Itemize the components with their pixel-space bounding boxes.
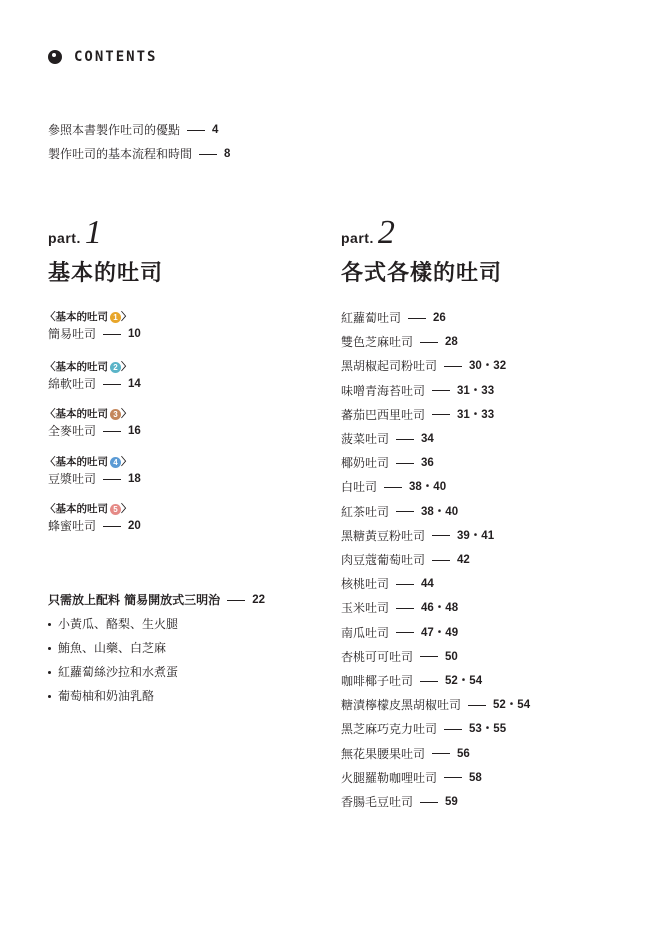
leader-dash <box>432 535 450 536</box>
leader-dash <box>103 384 121 385</box>
recipe-tag <box>45 310 132 324</box>
entry-page: 14 <box>128 378 141 390</box>
part1-title: 基本的吐司 <box>48 261 164 286</box>
entry-page: 50 <box>445 650 458 663</box>
entry-page: 30・32 <box>469 360 507 373</box>
entry-label: 蜂蜜吐司 <box>48 519 97 533</box>
leader-dash <box>420 656 438 657</box>
leader-dash <box>396 584 414 585</box>
toc-entry[interactable] <box>48 471 141 487</box>
entry-label: 黑胡椒起司粉吐司 <box>341 359 438 374</box>
entry-label: 簡易吐司 <box>48 327 97 341</box>
toc-entry[interactable] <box>341 358 506 374</box>
part-word: part. <box>341 230 374 246</box>
leader-dash <box>396 511 414 512</box>
leader-dash <box>396 632 414 633</box>
entry-label: 菠菜吐司 <box>341 432 390 446</box>
entry-label: 豆漿吐司 <box>48 472 97 486</box>
entry-label: 綿軟吐司 <box>48 377 97 391</box>
entry-label: 火腿羅勒咖哩吐司 <box>341 770 438 785</box>
leader-dash <box>408 318 426 319</box>
entry-label: 椰奶吐司 <box>341 456 390 471</box>
entry-page: 44 <box>421 578 434 591</box>
entry-page: 34 <box>421 433 434 445</box>
leader-dash <box>444 366 462 367</box>
toc-entry[interactable] <box>48 326 141 342</box>
leader-dash <box>396 608 414 609</box>
recipe-tag <box>45 407 132 421</box>
toc-entry[interactable] <box>341 746 470 762</box>
sandwich-bullet <box>48 688 154 704</box>
entry-page: 10 <box>128 328 141 340</box>
toc-entry[interactable] <box>48 518 141 534</box>
toc-entry[interactable] <box>341 407 494 423</box>
sandwich-entry[interactable] <box>48 592 265 608</box>
part2-title: 各式各樣的吐司 <box>341 261 503 286</box>
leader-dash <box>396 463 414 464</box>
leader-dash <box>432 560 450 561</box>
entry-label: 蕃茄巴西里吐司 <box>341 407 426 422</box>
leader-dash <box>420 681 438 682</box>
bullet-label: 葡萄柚和奶油乳酪 <box>58 689 155 703</box>
entry-page: 38・40 <box>421 505 459 518</box>
leader-dash <box>396 439 414 440</box>
tag-text: 〉 <box>121 456 132 468</box>
entry-label: 紅蘿蔔吐司 <box>341 311 402 325</box>
entry-page: 36 <box>421 457 434 470</box>
entry-page: 42 <box>457 554 470 566</box>
bullet-label: 鮪魚、山藥、白芝麻 <box>58 641 167 655</box>
entry-label: 參照本書製作吐司的優點 <box>48 123 181 137</box>
recipe-tag <box>45 360 132 374</box>
number-badge: 3 <box>110 409 121 420</box>
toc-entry[interactable] <box>341 528 494 544</box>
tag-text: 〈基本的吐司 <box>45 503 108 515</box>
toc-entry[interactable] <box>341 625 458 641</box>
entry-page: 53・55 <box>469 723 507 736</box>
entry-label: 無花果腰果吐司 <box>341 746 426 761</box>
entry-label: 黑芝麻巧克力吐司 <box>341 722 438 737</box>
entry-label: 白吐司 <box>341 480 378 495</box>
leader-dash <box>432 414 450 415</box>
entry-page: 59 <box>445 796 458 808</box>
recipe-tag <box>45 502 132 516</box>
toc-entry[interactable] <box>341 431 434 447</box>
entry-page: 56 <box>457 747 470 760</box>
tag-text: 〈基本的吐司 <box>45 408 108 420</box>
number-badge: 4 <box>110 457 121 468</box>
entry-label: 黑糖黃豆粉吐司 <box>341 528 426 543</box>
leader-dash <box>227 600 245 601</box>
bullet-icon <box>48 623 51 626</box>
entry-page: 26 <box>433 312 446 324</box>
entry-label: 咖啡椰子吐司 <box>341 674 414 688</box>
tag-text: 〉 <box>121 408 132 420</box>
entry-page: 52・54 <box>493 699 531 712</box>
part2-label <box>341 214 395 251</box>
toc-entry[interactable] <box>341 455 434 471</box>
toc-entry[interactable] <box>341 697 530 713</box>
leader-dash <box>103 526 121 527</box>
leader-dash <box>444 777 462 778</box>
leader-dash <box>444 729 462 730</box>
entry-page: 22 <box>252 594 265 606</box>
toc-entry[interactable] <box>341 334 458 350</box>
toc-entry[interactable] <box>341 673 482 689</box>
entry-label: 杏桃可可吐司 <box>341 649 414 664</box>
contents-header <box>48 48 157 66</box>
entry-label: 核桃吐司 <box>341 577 390 592</box>
entry-label: 味噌青海苔吐司 <box>341 383 426 398</box>
bullet-icon <box>48 647 51 650</box>
leader-dash <box>187 130 205 131</box>
toc-entry[interactable] <box>48 376 141 392</box>
entry-page: 31・33 <box>457 408 495 421</box>
toc-entry[interactable] <box>341 721 506 737</box>
part-number: 1 <box>84 214 102 251</box>
leader-dash <box>103 431 121 432</box>
bullet-label: 紅蘿蔔絲沙拉和水煮蛋 <box>58 665 179 679</box>
toc-entry[interactable] <box>341 552 470 568</box>
toc-entry[interactable] <box>341 600 458 616</box>
toc-entry[interactable] <box>341 310 446 326</box>
leader-dash <box>384 487 402 488</box>
leader-dash <box>103 334 121 335</box>
leader-dash <box>420 802 438 803</box>
entry-page: 18 <box>128 473 141 485</box>
sandwich-bullet <box>48 616 178 632</box>
leader-dash <box>432 753 450 754</box>
entry-page: 4 <box>212 124 219 136</box>
toc-entry[interactable] <box>341 770 482 786</box>
number-badge: 5 <box>110 504 121 515</box>
entry-label: 雙色芝麻吐司 <box>341 335 414 350</box>
entry-label: 全麥吐司 <box>48 424 97 438</box>
entry-page: 39・41 <box>457 529 495 542</box>
entry-label: 只需放上配料 簡易開放式三明治 <box>48 593 221 607</box>
bread-icon <box>48 50 62 64</box>
bullet-icon <box>48 671 51 674</box>
leader-dash <box>199 154 217 155</box>
entry-label: 玉米吐司 <box>341 601 390 616</box>
entry-page: 20 <box>128 520 141 532</box>
toc-entry[interactable] <box>341 479 446 495</box>
contents-title: CONTENTS <box>74 49 158 65</box>
entry-label: 糖漬檸檬皮黑胡椒吐司 <box>341 698 462 713</box>
entry-page: 8 <box>224 148 231 160</box>
entry-label: 紅茶吐司 <box>341 504 390 519</box>
number-badge: 1 <box>110 312 121 323</box>
sandwich-bullet <box>48 640 166 656</box>
tag-text: 〈基本的吐司 <box>45 311 108 323</box>
sandwich-bullet <box>48 664 178 680</box>
leader-dash <box>432 390 450 391</box>
entry-page: 52・54 <box>445 675 483 687</box>
toc-entry[interactable] <box>341 649 458 665</box>
part-number: 2 <box>377 214 395 251</box>
part1-label <box>48 214 102 251</box>
entry-page: 47・49 <box>421 626 459 639</box>
tag-text: 〈基本的吐司 <box>45 456 108 468</box>
entry-label: 製作吐司的基本流程和時間 <box>48 147 193 161</box>
entry-label: 南瓜吐司 <box>341 625 390 640</box>
bullet-label: 小黃瓜、酪梨、生火腿 <box>58 617 179 631</box>
entry-page: 46・48 <box>421 602 459 615</box>
leader-dash <box>468 705 486 706</box>
tag-text: 〈基本的吐司 <box>45 361 108 373</box>
entry-page: 38・40 <box>409 481 447 494</box>
bullet-icon <box>48 695 51 698</box>
toc-entry[interactable] <box>341 794 458 810</box>
toc-entry[interactable] <box>341 383 494 399</box>
tag-text: 〉 <box>121 361 132 373</box>
number-badge: 2 <box>110 362 121 373</box>
tag-text: 〉 <box>121 503 132 515</box>
entry-page: 31・33 <box>457 384 495 397</box>
toc-entry[interactable] <box>341 504 458 520</box>
intro-entry[interactable] <box>48 146 230 162</box>
intro-entry[interactable] <box>48 122 218 138</box>
leader-dash <box>420 342 438 343</box>
entry-label: 香腸毛豆吐司 <box>341 795 414 809</box>
entry-page: 58 <box>469 771 482 784</box>
entry-page: 16 <box>128 425 141 437</box>
entry-label: 肉豆蔻葡萄吐司 <box>341 553 426 567</box>
part-word: part. <box>48 230 81 246</box>
toc-entry[interactable] <box>48 423 141 439</box>
recipe-tag <box>45 455 132 469</box>
tag-text: 〉 <box>121 311 132 323</box>
toc-entry[interactable] <box>341 576 434 592</box>
leader-dash <box>103 479 121 480</box>
entry-page: 28 <box>445 336 458 349</box>
